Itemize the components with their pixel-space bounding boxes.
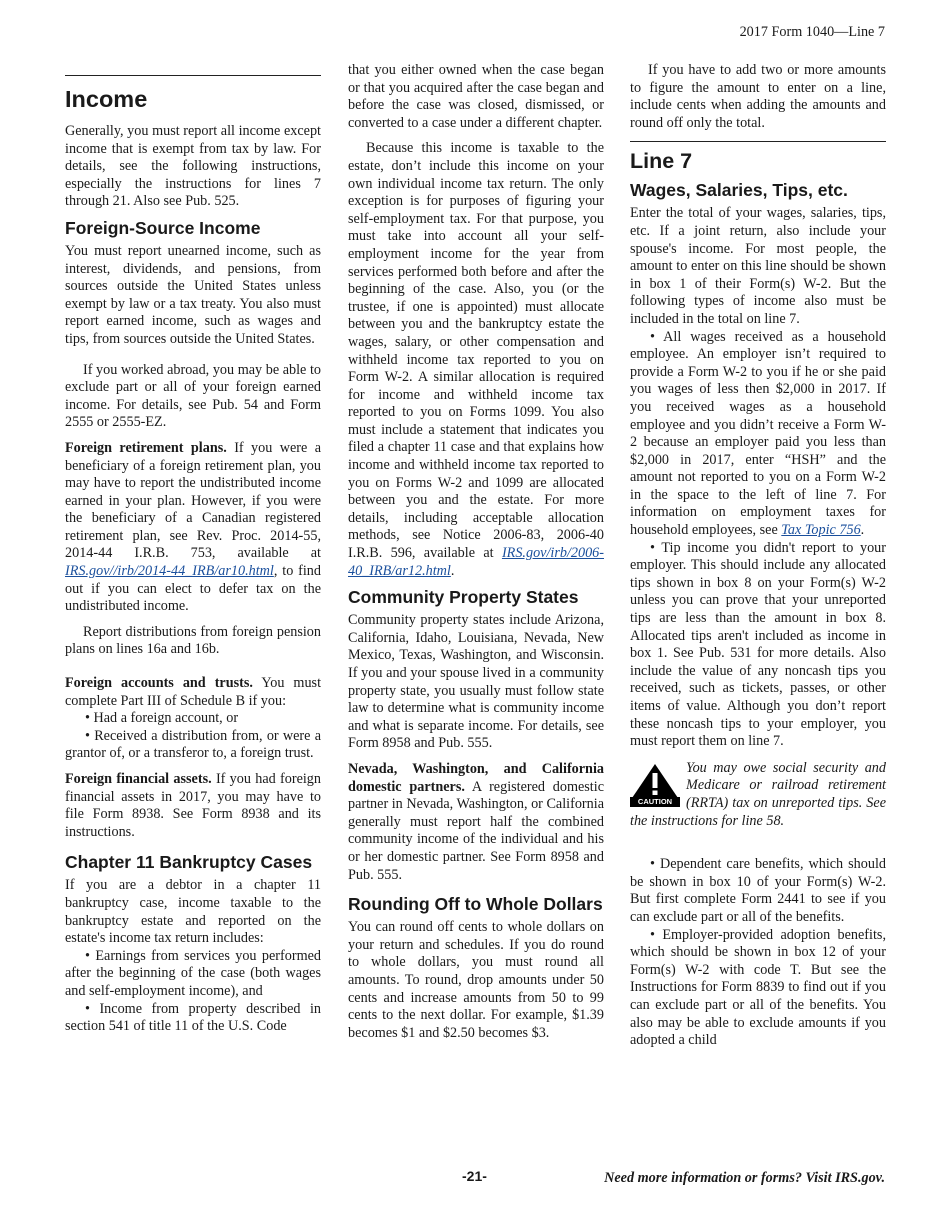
caution-label: CAUTION bbox=[630, 797, 680, 807]
community-property-paragraph: Community property states include Arizona, California, Idaho, Louisiana, Nevada, New Mexico, Texas, Washington, and Wisconsin. If you and your spouse lived in a community property state, you usually must follow state law to determine what is community income and what is separate income. For details, see Form 8958 and Pub. 555. bbox=[348, 612, 604, 752]
foreign-accounts-paragraph bbox=[65, 675, 321, 710]
page-number: -21- bbox=[462, 1168, 487, 1184]
income-intro: Generally, you must report all income except income that is exempt from tax by law. For details, see the following instructions, especially the instructions for lines 7 through 21. Also see Pub. 525. bbox=[65, 123, 321, 210]
household-text: • All wages received as a household employee. An employer isn’t required to provide a Form W-2 to you if he or she paid you wages of less then $2,000 in 2017. If you received wages as a household employee and you didn’t receive a Form W-2 because an employer paid you less than $2,000 in 2017, enter “HSH” and the amount not reported to you on a Form W-2 in the space to the left of line 7. For information on employment taxes for household employees, see bbox=[630, 328, 886, 539]
chapter-11-paragraph: If you are a debtor in a chapter 11 bankruptcy case, income taxable to the bankruptcy estate and reported on the estate's income tax return includes: bbox=[65, 877, 321, 947]
nevada-text: A registered domestic partner in Nevada, Washington, or California generally must report half the combined community income of the individual and his or her domestic partner. See Form 8958 and Pub. 555. bbox=[348, 778, 604, 883]
section-rule bbox=[65, 75, 321, 76]
irb-2006-40-link[interactable]: IRS.gov/irb/2006-40_IRB/ar12.html bbox=[348, 545, 604, 579]
dependent-care-item: • Dependent care benefits, which should be shown in box 10 of your Form(s) W-2. But first complete Form 2441 to see if you can exclude part or all of the benefits. bbox=[630, 856, 886, 925]
running-head: 2017 Form 1040—Line 7 bbox=[739, 24, 885, 40]
assets-text: If you had foreign financial assets in 2017, you may have to file Form 8938. See Form 8938 and its instructions. bbox=[65, 771, 321, 840]
foreign-earned-paragraph: If you worked abroad, you may be able to exclude part or all of your foreign earned income. For details, see Pub. 54 and Form 2555 or 2555-EZ. bbox=[65, 361, 321, 431]
heading-rounding: Rounding Off to Whole Dollars bbox=[348, 894, 603, 915]
accounts-text: You must complete Part III of Schedule B if you: bbox=[65, 675, 322, 709]
assets-runin-head: Foreign financial assets. bbox=[65, 771, 212, 787]
accounts-runin-head: Foreign accounts and trusts. bbox=[65, 675, 253, 692]
retirement-text-end: , to find out if you can elect to defer tax on the undistributed income. bbox=[65, 563, 321, 615]
bankruptcy-continued-paragraph: that you either owned when the case began or that you acquired after the case began and before the case was closed, dismissed, or converted to a case under a different chapter. bbox=[348, 62, 604, 131]
tip-income-item: • Tip income you didn't report to your employer. This should include any allocated tips shown in box 8 on your Form(s) W-2 unless you can prove that your unreported tips are less than the amount in box 8. Allocated tips aren't included as income in box 1. See Pub. 531 for more details. Also include the value of any noncash tips you received, such as tickets, passes, or other items of value. Although you don’t report these noncash tips to your employer, you must report them on line 7. bbox=[630, 539, 886, 750]
heading-chapter-11: Chapter 11 Bankruptcy Cases bbox=[65, 852, 313, 873]
footer-more-info: Need more information or forms? Visit IRS.gov. bbox=[604, 1170, 885, 1186]
nevada-runin-head: Nevada, Washington, and California domestic partners. bbox=[348, 760, 604, 795]
heading-income: Income bbox=[65, 86, 148, 112]
caution-icon bbox=[630, 763, 680, 809]
retirement-text: If you were a beneficiary of a foreign retirement plan, you may have to report the undistributed income earned in your plan. However, if you were the beneficiary of a Canadian registered retirement plan, see Rev. Proc. 2014-55, 2014-44 I.R.B. 753, available at bbox=[65, 439, 322, 562]
column-right bbox=[630, 62, 886, 1050]
column-left bbox=[65, 62, 321, 1036]
caution-note bbox=[630, 760, 886, 830]
list-item: • Earnings from services you performed after the beginning of the case (both wages and self-employment income), and bbox=[65, 947, 321, 999]
rounding-paragraph: You can round off cents to whole dollars on your return and schedules. If you do round to whole dollars, you must round all amounts. To round, drop amounts under 50 cents and increase amounts from 50 to 99 cents to the next dollar. For example, $1.39 becomes $1 and $2.50 becomes $3. bbox=[348, 919, 604, 1041]
section-rule bbox=[630, 141, 886, 142]
heading-wages: Wages, Salaries, Tips, etc. bbox=[630, 180, 848, 201]
foreign-retirement-paragraph bbox=[65, 440, 321, 616]
wages-paragraph: Enter the total of your wages, salaries, tips, etc. If a joint return, also include your spouse's income. For most people, the amount to enter on this line should be shown in box 1 of their Form(s) W-2. But the following types of income also must be included in the total on line 7. bbox=[630, 205, 886, 327]
report-distributions-paragraph: Report distributions from foreign pension plans on lines 16a and 16b. bbox=[65, 623, 321, 658]
list-item: • Received a distribution from, or were a grantor of, or a transferor to, a foreign trust. bbox=[65, 727, 321, 762]
column-middle bbox=[348, 62, 604, 1042]
heading-community-property: Community Property States bbox=[348, 587, 579, 608]
irb-2014-44-link[interactable]: IRS.gov//irb/2014-44_IRB/ar10.html bbox=[65, 563, 274, 580]
household-text-end: . bbox=[860, 522, 865, 539]
list-item: • Income from property described in section 541 of title 11 of the U.S. Code bbox=[65, 1000, 321, 1035]
adoption-benefits-item: • Employer-provided adoption benefits, which should be shown in box 12 of your Form(s) W-2 with code T. But see the Instructions for Form 8839 to find out if you can exclude part or all of the benefits. You also may be able to exclude amounts if you adopted a child bbox=[630, 926, 886, 1049]
estate-text: Because this income is taxable to the estate, don’t include this income on your own individual income tax return. The only exception is for purposes of figuring your self-employment tax. For that purpose, you must take into account all your self-employment income for the year from services performed both before and after the beginning of the case. Also, you (or the trustee, if one is appointed) must allocate between you and the bankruptcy estate the wages, salary, or other compensation and withheld income tax reported to you on Form W-2. A similar allocation is required for income and withheld income tax reported to you on Forms 1099. You also must include a statement that indicates you filed a chapter 11 case and that explains how income and withheld income tax reported to you on Forms W-2 and 1099 are allocated between you and the estate. For more details, including acceptable allocation methods, see Notice 2006-83, 2006-40 I.R.B. 596, available at bbox=[348, 140, 604, 562]
heading-foreign-source-income: Foreign-Source Income bbox=[65, 217, 261, 238]
tax-topic-756-link[interactable]: Tax Topic 756 bbox=[781, 522, 861, 539]
retirement-runin-head: Foreign retirement plans. bbox=[65, 439, 227, 456]
bankruptcy-estate-paragraph bbox=[348, 140, 604, 580]
estate-text-end: . bbox=[450, 562, 455, 579]
domestic-partners-paragraph bbox=[348, 761, 604, 884]
household-employee-item bbox=[630, 329, 886, 540]
list-item: • Had a foreign account, or bbox=[85, 710, 239, 727]
heading-line-7: Line 7 bbox=[630, 149, 693, 174]
foreign-assets-paragraph bbox=[65, 771, 321, 841]
caution-text: You may owe social security and Medicare or railroad retirement (RRTA) tax on unreported tips. See the instructions for line 58. bbox=[630, 759, 886, 829]
foreign-income-paragraph: You must report unearned income, such as interest, dividends, and pensions, from sources outside the United States unless exempt by law or a tax treaty. You also must report earned income, such as wages and tips, from sources outside the United States. bbox=[65, 242, 321, 347]
adding-amounts-paragraph: If you have to add two or more amounts to figure the amount to enter on a line, include cents when adding the amounts and round off only the total. bbox=[630, 62, 886, 131]
